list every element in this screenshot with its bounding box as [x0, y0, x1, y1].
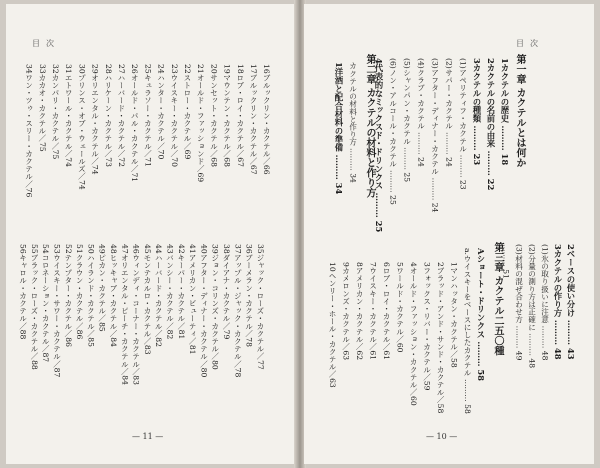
toc-entry: 39ジョン・コリンズ・カクテル／80 [210, 244, 220, 370]
toc-entry: 7ウイスキー・カクテル／61 [368, 262, 378, 361]
toc-entry: 34ワン・ツゥ・スリー・カクテル／76 [24, 64, 34, 198]
toc-entry: 5ワールド・カクテル／60 [395, 262, 405, 353]
left-page-number: — 11 — [132, 432, 164, 441]
right-header: 目次 [516, 39, 544, 48]
toc-entry: 4オールド・ファッション・カクテル／60 [409, 262, 419, 406]
toc-entry: 18ロブ・ロイ・カクテル／67 [235, 64, 245, 167]
right-page [304, 4, 594, 464]
toc-entry: 45モンテカルロ・カクテル／83 [142, 244, 152, 355]
toc-entry: 43バンシー・カクテル／82 [165, 244, 175, 340]
toc-entry: 50ハイランド・カクテル／85 [86, 244, 96, 347]
toc-entry: ……… 51 [501, 244, 511, 279]
toc-entry: 46ウィンディ・コーナー・カクテル／83 [131, 244, 141, 385]
toc-entry: 49ピカン・カクテル／85 [97, 244, 107, 332]
toc-entry: Aショート・ドリンクス ……… 58 [476, 248, 486, 382]
chapter3-heading: 第三章 カクテル二五〇種 [492, 242, 503, 356]
toc-entry: (1)氷の取り扱いに注意 ……… 48 [540, 244, 550, 361]
toc-entry: 42キーパー・カクテル／81 [176, 244, 186, 340]
toc-entry: 16ブルックリン・カクテル／66 [262, 64, 272, 175]
toc-entry: (4)クラブ・カクテル ……… 24 [416, 58, 426, 167]
toc-entry: 29オリエンタル・カクテル／74 [90, 64, 100, 175]
toc-entry: 35ジャック・ローズ・カクテル／77 [255, 244, 265, 370]
toc-entry: 2ベースの使い分け ……… 43 [566, 244, 576, 360]
toc-entry: 19マウンテン・カクテル／68 [222, 64, 232, 167]
toc-entry: 48ヒッキャブ・カクテル／84 [108, 244, 118, 347]
toc-entry: 23ウイスキー・カクテル／70 [169, 64, 179, 167]
toc-entry: 8アメリカン・カクテル／62 [355, 262, 365, 361]
toc-entry: 1カクテルの歴史 ……… 18 [500, 58, 510, 166]
toc-entry: (6)ノン・アルコール・カクテル ……… 25 [388, 58, 398, 205]
toc-entry: 10ヘンリー・ホール・カクテル／63 [328, 262, 338, 388]
left-page [6, 4, 296, 464]
toc-entry: 2カクテルの名前の由来 ……… 22 [486, 58, 496, 191]
toc-entry: 27ハーバード・カクテル／72 [116, 64, 126, 167]
toc-entry: 3フォックス・リバー・カクテル／59 [422, 262, 432, 391]
toc-entry: 36ブーメラン・カクテル／78 [244, 244, 254, 347]
toc-entry: 26オールド・パル・カクテル／71 [130, 64, 140, 183]
toc-entry: 51クラウン・カクテル／86 [75, 244, 85, 340]
toc-entry: a.ウイスキーをベースにしたカクテル ……… 58 [463, 248, 473, 414]
toc-entry: 38ダイアナ・カクテル／79 [221, 244, 231, 340]
toc-entry: 55ブラック・ローズ・カクテル／88 [29, 244, 39, 370]
toc-entry: 52テンプター・カクテル／86 [63, 244, 73, 347]
toc-entry: 2ブラッド・アンド・サンド・カクテル／58 [436, 262, 446, 414]
toc-entry: 9カメロンズ・カクテル／63 [341, 262, 351, 361]
toc-entry: 25キュラソー・カクテル／71 [143, 64, 153, 167]
toc-entry: (3)材料の混ぜ合わせ方 ……… 49 [514, 244, 524, 361]
toc-entry: 44ハーバード・カクテル／82 [154, 244, 164, 347]
toc-entry: 17ブルックリン・カクテル／67 [248, 64, 258, 175]
toc-entry: (2)サパー・カクテル ……… 24 [444, 58, 454, 167]
toc-entry: 28ハリケーン・カクテル／73 [103, 64, 113, 167]
toc-entry: 1洋酒と配合材料の準備 ……… 34 [334, 62, 344, 195]
toc-entry: (5)シャンパン・カクテル ……… 25 [402, 58, 412, 183]
toc-entry: 1マンハッタン・カクテル／58 [449, 262, 459, 368]
toc-entry: 54コロネーション・カクテル／87 [41, 244, 51, 363]
toc-entry: 33カカオ・カクテル／75 [37, 64, 47, 152]
toc-entry: 47オリエンタル・ピーチ・カクテル／84 [120, 244, 130, 385]
toc-entry: 31エトワール・カクテル／74 [64, 64, 74, 167]
toc-entry: (1)アペリティフ・カクテル ……… 23 [458, 58, 468, 190]
toc-entry: 22ストロー・カクテル／69 [182, 64, 192, 160]
toc-entry: 37アップル・ジャック・カクテル／78 [233, 244, 243, 378]
toc-entry: 21オールド・ファッションド／69 [196, 64, 206, 183]
chapter1-heading: 第一章 カクテルとは何か [514, 54, 525, 168]
right-page-number: — 10 — [426, 432, 458, 441]
toc-entry: 3カクテルの作り方 ……… 48 [553, 244, 563, 360]
toc-entry: 6ロブ・ロイ・カクテル／61 [382, 262, 392, 361]
toc-entry: 20サンセット・カクテル／68 [209, 64, 219, 167]
toc-entry: 24ハンター・カクテル／70 [156, 64, 166, 160]
toc-entry: (2)分量の測り方は正確に ……… 48 [527, 244, 537, 369]
toc-entry: 40アフター・ディナー・カクテル／80 [199, 244, 209, 378]
left-header: 目次 [32, 39, 60, 48]
toc-entry: 41アメリカン・ビューティ／81 [188, 244, 198, 355]
chapter2-heading: 第二章 カクテルの材料と作り方 [364, 54, 375, 198]
toc-entry: 30プリンス・オブ・ウェールズ／74 [77, 64, 87, 190]
toc-entry: 4代表的なミックスド・ドリンクス ……… 25 [374, 58, 384, 233]
toc-entry: 56キャロル・カクテル／88 [18, 244, 28, 340]
toc-entry: 3カクテルの種類 ……… 23 [472, 58, 482, 166]
toc-entry: 53ウイスキー・サワー・カクテル／87 [52, 244, 62, 378]
toc-entry: (3)アフター・ディナー・カクテル ……… 24 [430, 58, 440, 213]
toc-entry: 32カンパリ・カクテル／75 [50, 64, 60, 160]
toc-entry: カクテルの材料と作り方 ……… 34 [348, 62, 358, 183]
